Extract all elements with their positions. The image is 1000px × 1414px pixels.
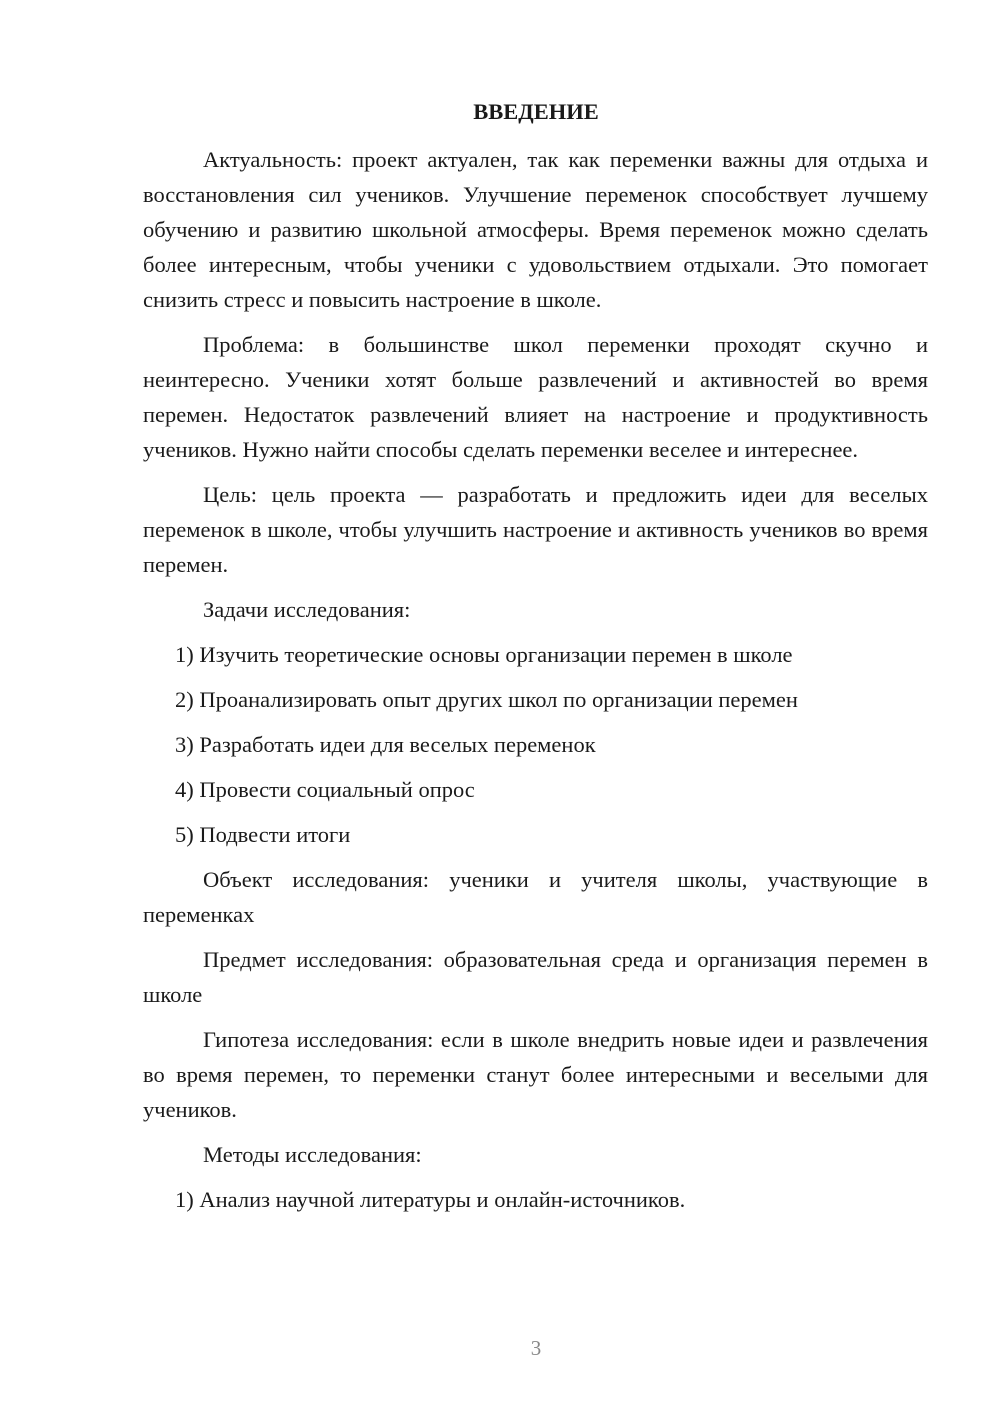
- paragraph-goal: Цель: цель проекта — разработать и предложить идеи для веселых переменок в школе, чтобы улучшить настроение и активность учеников во время перемен.: [143, 482, 928, 577]
- section-heading: ВВЕДЕНИЕ: [473, 99, 599, 124]
- page-number: 3: [530, 1336, 542, 1360]
- paragraph-subject: Предмет исследования: образовательная среда и организация перемен в школе: [143, 947, 928, 1007]
- list-item: 1) Анализ научной литературы и онлайн-источников.: [175, 1187, 686, 1212]
- list-item: 4) Провести социальный опрос: [175, 777, 475, 802]
- body-text: [143, 142, 928, 1227]
- paragraph-relevance: Актуальность: проект актуален, так как переменки важны для отдыха и восстановления сил учеников. Улучшение переменок способствует лучшему обучению и развитию школьной атмосферы. Время переменок можно сделать более интересным, чтобы ученики с удовольствием отдыхали. Это помогает снизить стресс и повысить настроение в школе.: [143, 147, 928, 312]
- methods-heading: Методы исследования:: [203, 1142, 422, 1167]
- list-item: 1) Изучить теоретические основы организации перемен в школе: [175, 642, 793, 667]
- list-item: 2) Проанализировать опыт других школ по организации перемен: [175, 687, 798, 712]
- paragraph-object: Объект исследования: ученики и учителя школы, участвующие в переменках: [143, 867, 928, 927]
- tasks-heading: Задачи исследования:: [203, 597, 411, 622]
- paragraph-problem: Проблема: в большинстве школ переменки проходят скучно и неинтересно. Ученики хотят больше развлечений и активностей во время перемен. Недостаток развлечений влияет на настроение и продуктивность учеников. Нужно найти способы сделать переменки веселее и интереснее.: [143, 332, 928, 462]
- list-item: 5) Подвести итоги: [175, 822, 351, 847]
- tasks-list: [143, 637, 928, 852]
- methods-list: [143, 1182, 928, 1217]
- list-item: 3) Разработать идеи для веселых переменок: [175, 732, 596, 757]
- paragraph-hypothesis: Гипотеза исследования: если в школе внедрить новые идеи и развлечения во время перемен, то переменки станут более интересными и веселыми для учеников.: [143, 1027, 928, 1122]
